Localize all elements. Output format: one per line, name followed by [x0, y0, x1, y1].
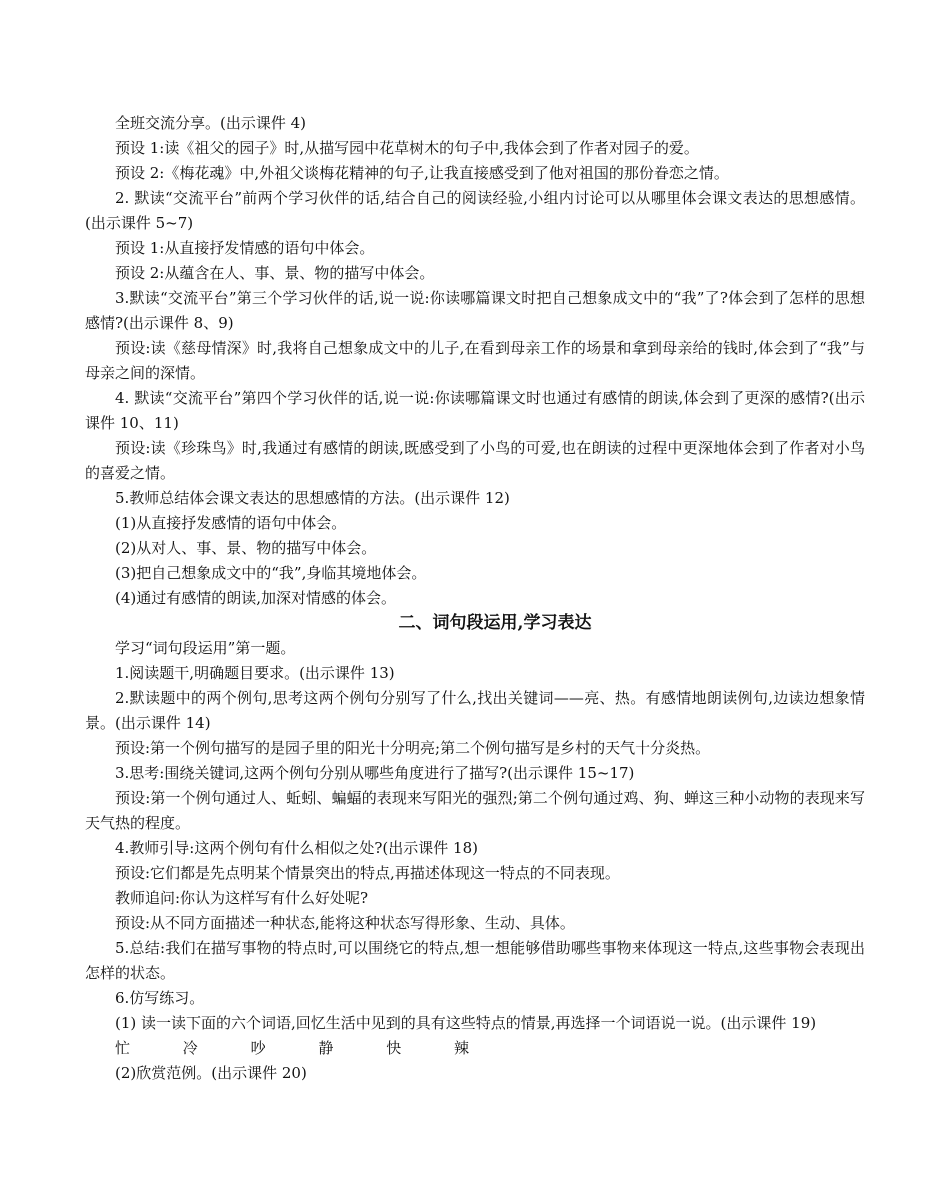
paragraph: 3.思考:围绕关键词,这两个例句分别从哪些角度进行了描写?(出示课件 15~17)	[115, 764, 635, 782]
paragraph: (3)把自己想象成文中的“我”,身临其境地体会。	[115, 564, 427, 582]
paragraph: 预设 2:《梅花魂》中,外祖父谈梅花精神的句子,让我直接感受到了他对祖国的那份眷恋之情。	[115, 164, 729, 182]
paragraph: 预设 1:读《祖父的园子》时,从描写园中花草树木的句子中,我体会到了作者对园子的爱。	[115, 139, 699, 157]
paragraph: 1.阅读题干,明确题目要求。(出示课件 13)	[115, 664, 395, 682]
paragraph: 5.总结:我们在描写事物的特点时,可以围绕它的特点,想一想能够借助哪些事物来体现这一特点,这些事物会表现出怎样的状态。	[85, 939, 865, 982]
paragraph: 3.默读“交流平台”第三个学习伙伴的话,说一说:你读哪篇课文时把自己想象成文中的“我”了?体会到了怎样的思想感情?(出示课件 8、9)	[85, 289, 865, 332]
paragraph: 预设 2:从蕴含在人、事、景、物的描写中体会。	[115, 264, 435, 282]
paragraph: (2)欣赏范例。(出示课件 20)	[115, 1064, 307, 1082]
paragraph: 全班交流分享。(出示课件 4)	[115, 114, 307, 132]
paragraph: 学习“词句段运用”第一题。	[115, 639, 296, 657]
paragraph: 预设:读《珍珠鸟》时,我通过有感情的朗读,既感受到了小鸟的可爱,也在朗读的过程中更深地体会到了作者对小鸟的喜爱之情。	[85, 439, 865, 482]
word-item: 静	[318, 1039, 334, 1057]
word-item: 吵	[250, 1039, 266, 1057]
paragraph: 预设:从不同方面描述一种状态,能将这种状态写得形象、生动、具体。	[115, 914, 575, 932]
paragraph: (1) 读一读下面的六个词语,回忆生活中见到的具有这些特点的情景,再选择一个词语说一说。(出示课件 19)	[115, 1014, 817, 1032]
word-item: 忙	[115, 1039, 131, 1057]
document-body	[85, 111, 865, 1086]
paragraph: 教师追问:你认为这样写有什么好处呢?	[115, 889, 369, 907]
word-item: 快	[386, 1039, 402, 1057]
paragraph: 预设:读《慈母情深》时,我将自己想象成文中的儿子,在看到母亲工作的场景和拿到母亲给的钱时,体会到了“我”与母亲之间的深情。	[85, 339, 865, 382]
paragraph: 5.教师总结体会课文表达的思想感情的方法。(出示课件 12)	[115, 489, 510, 507]
word-item: 冷	[182, 1039, 198, 1057]
paragraph: 2. 默读“交流平台”前两个学习伙伴的话,结合自己的阅读经验,小组内讨论可以从哪里体会课文表达的思想感情。(出示课件 5~7)	[85, 189, 865, 232]
paragraph: (1)从直接抒发感情的语句中体会。	[115, 514, 347, 532]
section-heading: 二、词句段运用,学习表达	[398, 613, 592, 633]
paragraph: 4. 默读“交流平台”第四个学习伙伴的话,说一说:你读哪篇课文时也通过有感情的朗读,体会到了更深的感情?(出示课件 10、11)	[85, 389, 865, 432]
word-item: 辣	[453, 1039, 469, 1057]
paragraph: 6.仿写练习。	[115, 989, 205, 1007]
word-list	[85, 1036, 865, 1061]
paragraph: 4.教师引导:这两个例句有什么相似之处?(出示课件 18)	[115, 839, 478, 857]
paragraph: (2)从对人、事、景、物的描写中体会。	[115, 539, 377, 557]
paragraph: 预设 1:从直接抒发情感的语句中体会。	[115, 239, 375, 257]
paragraph: 预设:第一个例句通过人、蚯蚓、蝙蝠的表现来写阳光的强烈;第二个例句通过鸡、狗、蝉这三种小动物的表现来写天气热的程度。	[85, 789, 865, 832]
paragraph: (4)通过有感情的朗读,加深对情感的体会。	[115, 589, 397, 607]
paragraph: 2.默读题中的两个例句,思考这两个例句分别写了什么,找出关键词——亮、热。有感情地朗读例句,边读边想象情景。(出示课件 14)	[85, 689, 865, 732]
paragraph: 预设:第一个例句描写的是园子里的阳光十分明亮;第二个例句描写是乡村的天气十分炎热。	[115, 739, 711, 757]
paragraph: 预设:它们都是先点明某个情景突出的特点,再描述体现这一特点的不同表现。	[115, 864, 620, 882]
